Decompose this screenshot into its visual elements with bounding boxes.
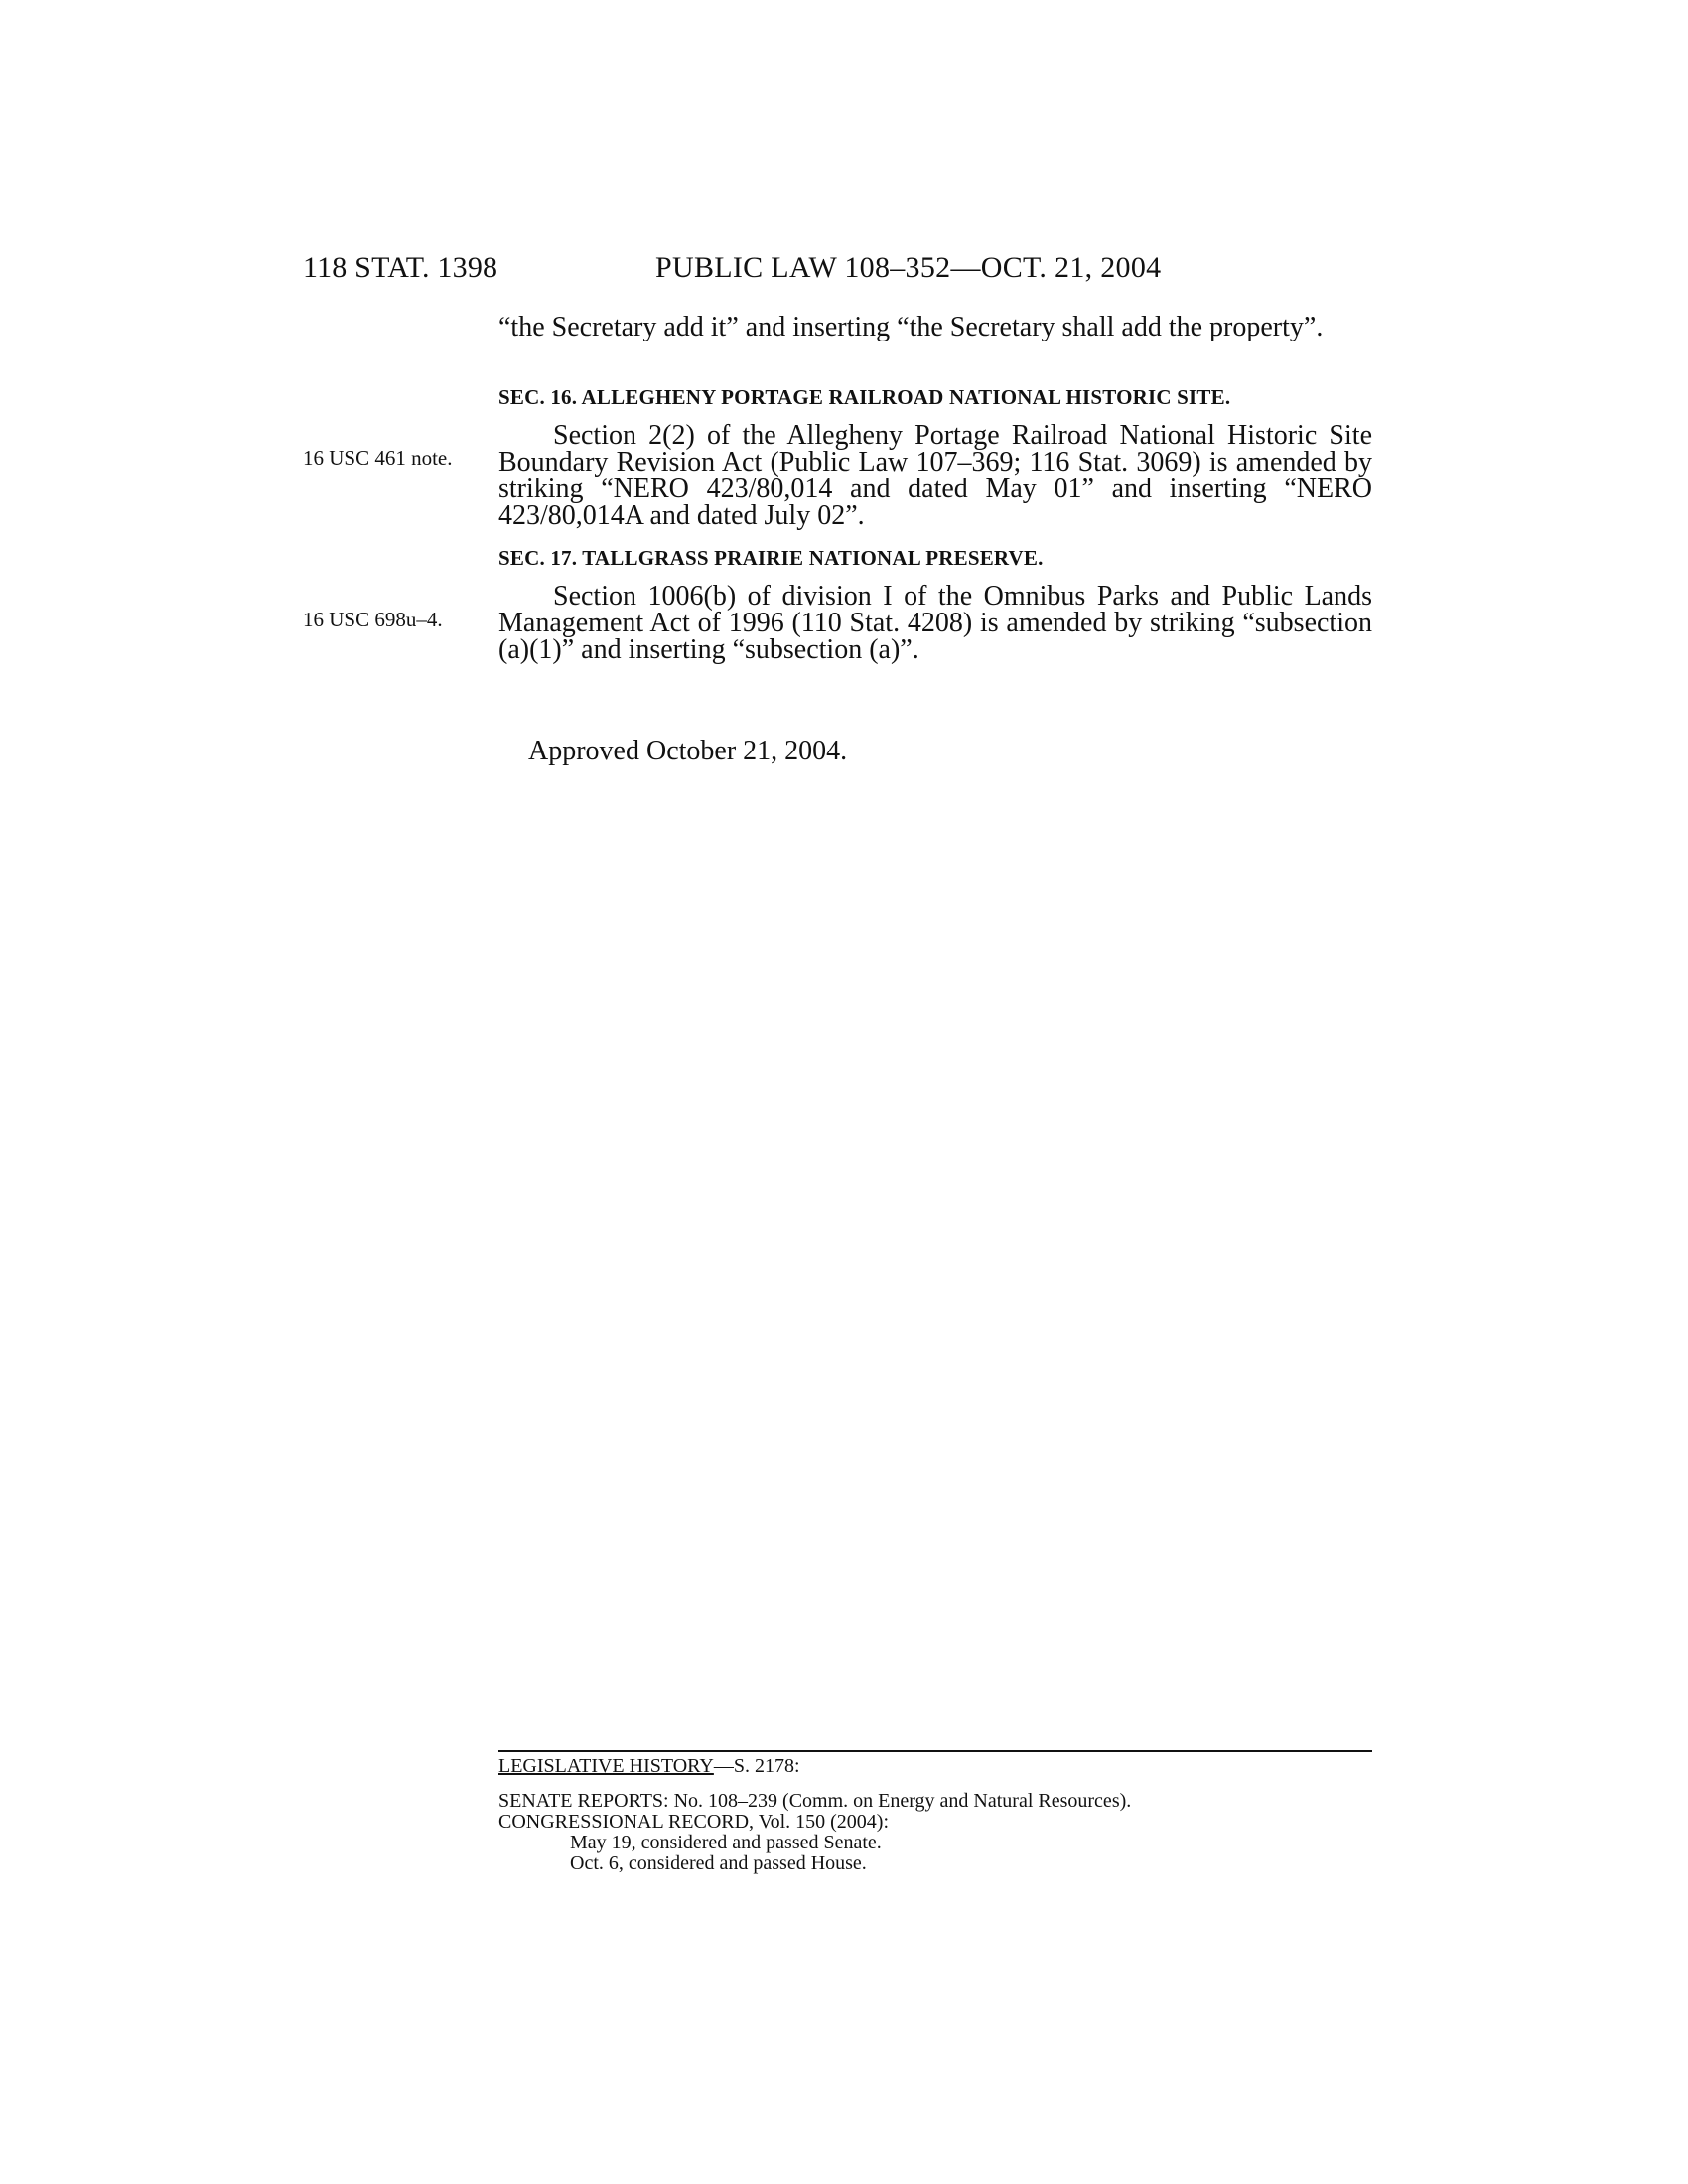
running-head-title: PUBLIC LAW 108–352—OCT. 21, 2004 (655, 251, 1162, 284)
record-entry: Oct. 6, considered and passed House. (570, 1852, 867, 1874)
section-17-margin-note: 16 USC 698u–4. (303, 608, 443, 631)
legislative-history-bill: —S. 2178: (713, 1755, 800, 1777)
section-17-heading: SEC. 17. TALLGRASS PRAIRIE NATIONAL PRESERVE. (498, 546, 1044, 570)
legislative-history-label: LEGISLATIVE HISTORY (498, 1755, 714, 1777)
footer-divider (498, 1750, 1372, 1752)
continuation-paragraph: “the Secretary add it” and inserting “the Secretary shall add the property”. (498, 312, 1324, 342)
section-16-text: Section 2(2) of the Allegheny Portage Railroad National Historic Site Boundary Revision Act (Public Law 107–369; 116 Stat. 3069) is amended by striking “NERO 423/80,014 and dated May 01” and inserting “NERO 423/80,014A and dated July 02”. (498, 420, 1372, 531)
section-16-heading: SEC. 16. ALLEGHENY PORTAGE RAILROAD NATIONAL HISTORIC SITE. (498, 385, 1231, 409)
stat-page-number: 118 STAT. 1398 (303, 251, 498, 284)
record-entry: May 19, considered and passed Senate. (570, 1832, 882, 1853)
approval-date: Approved October 21, 2004. (528, 736, 848, 766)
legislative-history-title (498, 1756, 800, 1777)
senate-reports-line: SENATE REPORTS: No. 108–239 (Comm. on Energy and Natural Resources). (498, 1790, 1132, 1812)
section-16-margin-note: 16 USC 461 note. (303, 446, 453, 470)
congressional-record-line: CONGRESSIONAL RECORD, Vol. 150 (2004): (498, 1811, 889, 1833)
section-17-text: Section 1006(b) of division I of the Omnibus Parks and Public Lands Management Act of 1996 (110 Stat. 4208) is amended by striking “subsection (a)(1)” and inserting “subsection (a)”. (498, 581, 1372, 665)
legislative-history-list (498, 1791, 1131, 1874)
